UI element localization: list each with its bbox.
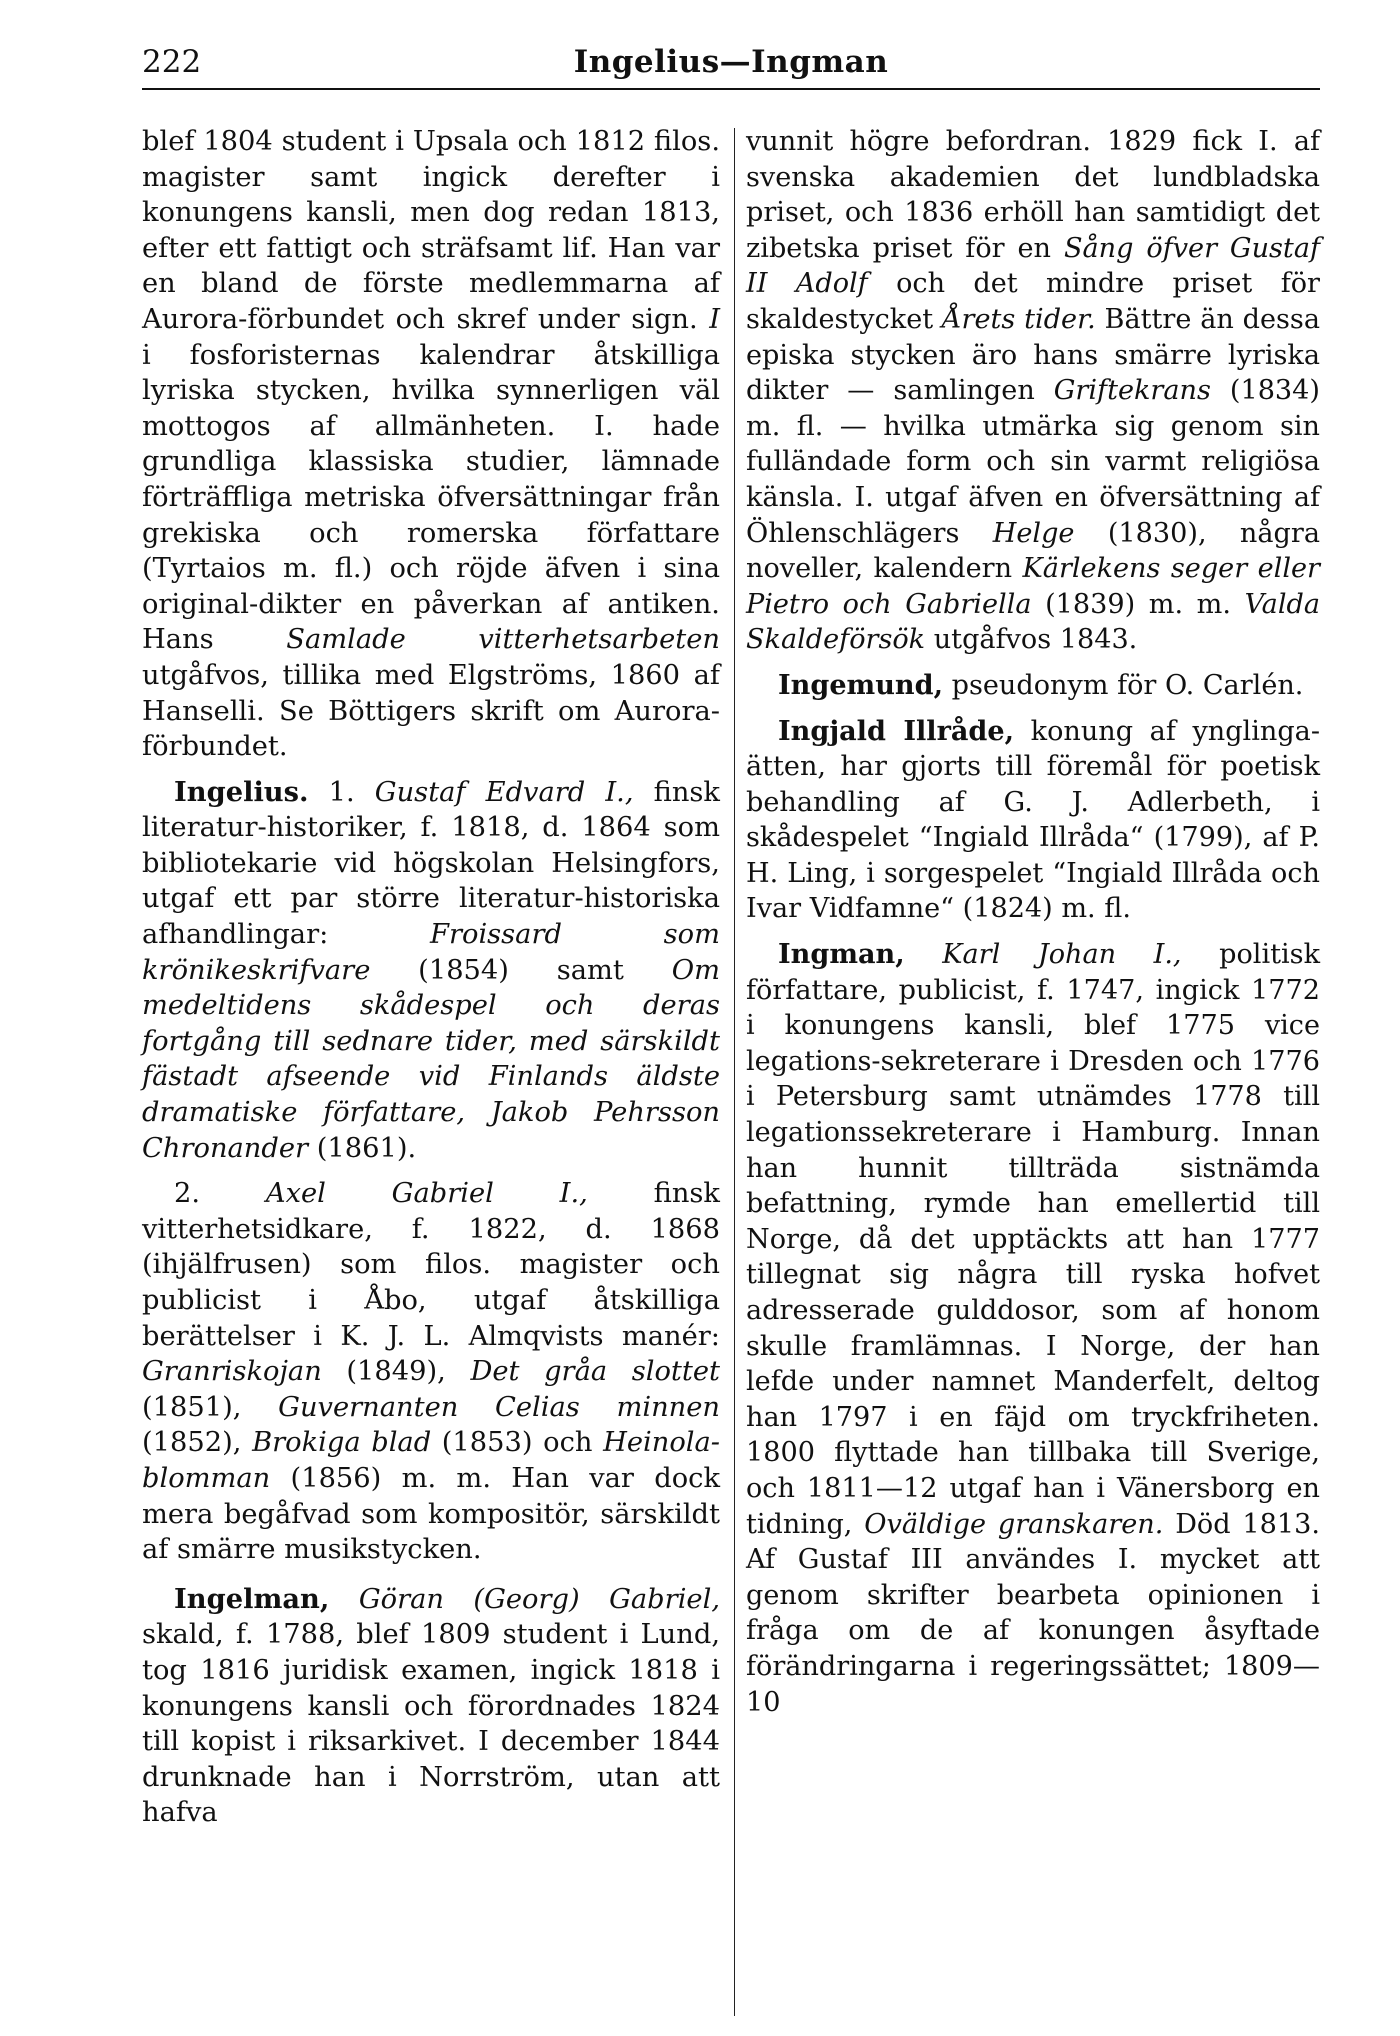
entry-headword: Ingman,: [778, 939, 905, 971]
entry-headword: Ingjald Illråde,: [778, 715, 1015, 747]
entry-ingelman: Ingelman, Göran (Georg) Gabriel, skald, f. 1788, blef 1809 student i Lund, tog 1816 juridisk examen, ingick 1818 i konungens kansli och förordnades 1824 till kopist i riksarkivet. I december 1844 drunknade han i Norrström, utan att hafva: [142, 1582, 720, 1829]
running-head: Ingelius—Ingman: [573, 44, 889, 80]
entry-ingman: Ingman, Karl Johan I., politisk författare, publicist, f. 1747, ingick 1772 i konungens kansli, blef 1775 vice legations-sekreterare i Dresden och 1776 i Petersburg samt utnämdes 1778 till legationssekreterare i Hamburg. Innan han hunnit tillträda sistnämda befattning, rymde han emellertid till Norge, då det upptäckts att han 1777 tillegnat sig några till ryska hofvet adresserade gulddosor, som af honom skulle framlämnas. I Norge, der han lefde under namnet Manderfelt, deltog han 1797 i en fäjd om tryckfriheten. 1800 flyttade han tillbaka till Sverige, och 1811—12 utgaf han i Vänersborg en tidning, Oväldige granskaren. Död 1813. Af Gustaf III användes I. mycket att genom skrifter bearbeta opinionen i fråga om de af konungen åsyftade förändringarna i regeringssättet; 1809—10: [746, 939, 1320, 1718]
entry-ingemund: Ingemund, pseudonym för O. Carlén.: [778, 669, 1304, 701]
entry-headword: Ingemund,: [778, 669, 943, 701]
entry-ingjald: Ingjald Illråde, konung af ynglinga-ätten, har gjorts till föremål för poetisk behandling af G. J. Adlerbeth, i skådespelet “Ingiald Illråda“ (1799), af P. H. Ling, i sorgespelet “Ingiald Illråda och Ivar Vidfamne“ (1824) m. fl.: [746, 715, 1320, 925]
header-rule: [142, 88, 1320, 90]
column-divider: [734, 128, 735, 2016]
entry-headword: Ingelius.: [174, 775, 309, 808]
continued-entry-ingelman: vunnit högre befordran. 1829 fick I. af svenska akademien det lundbladska priset, och 1836 erhöll han samtidigt det zibetska priset för en Sång öfver Gustaf II Adolf och det mindre priset för skaldestycket Årets tider. Bättre än dessa episka stycken äro hans smärre lyriska dikter — samlingen Griftekrans (1834) m. fl. — hvilka utmärka sig genom sin fulländade form och sin varmt religiösa känsla. I. utgaf äfven en öfversättning af Öhlenschlägers Helge (1830), några noveller, kalendern Kärlekens seger eller Pietro och Gabriella (1839) m. m. Valda Skaldeförsök utgåfvos 1843.: [746, 126, 1321, 656]
entry-ingelius-2: 2. Axel Gabriel I., finsk vitterhetsidkare, f. 1822, d. 1868 (ihjälfrusen) som filos. magister och publicist i Åbo, utgaf åtskilliga berättelser i K. J. L. Almqvists manér: Granriskojan (1849), Det gråa slottet (1851), Guvernanten Celias minnen (1852), Brokiga blad (1853) och Heinola-blomman (1856) m. m. Han var dock mera begåfvad som kompositör, särskildt af smärre musikstycken.: [142, 1178, 720, 1566]
left-column: [142, 124, 720, 1831]
entry-ingelius: Ingelius. 1. Gustaf Edvard I., finsk literatur-historiker, f. 1818, d. 1864 som bibliotekarie vid högskolan Helsingfors, utgaf ett par större literatur-historiska afhandlingar: Froissard som krönikeskrifvare (1854) samt Om medeltidens skådespel och deras fortgång till sednare tider, med särskildt fästadt afseende vid Finlands äldste dramatiske författare, Jakob Pehrsson Chronander (1861).: [142, 775, 720, 1164]
page-number: 222: [142, 44, 202, 80]
entry-headword: Ingelman,: [174, 1582, 330, 1615]
page-header: [142, 44, 1320, 94]
right-column: [746, 124, 1320, 1720]
continued-entry: blef 1804 student i Upsala och 1812 filos. magister samt ingick derefter i konungens kansli, men dog redan 1813, efter ett fattigt och sträfsamt lif. Han var en bland de förste medlemmarna af Aurora-förbundet och skref under sign. I i fosforisternas kalendrar åtskilliga lyriska stycken, hvilka synnerligen väl mottogos af allmänheten. I. hade grundliga klassiska studier, lämnade förträffliga metriska öfversättningar från grekiska och romerska författare (Tyrtaios m. fl.) och röjde äfven i sina original-dikter en påverkan af antiken. Hans Samlade vitterhetsarbeten utgåfvos, tillika med Elgströms, 1860 af Hanselli. Se Böttigers skrift om Aurora-förbundet.: [142, 126, 721, 763]
